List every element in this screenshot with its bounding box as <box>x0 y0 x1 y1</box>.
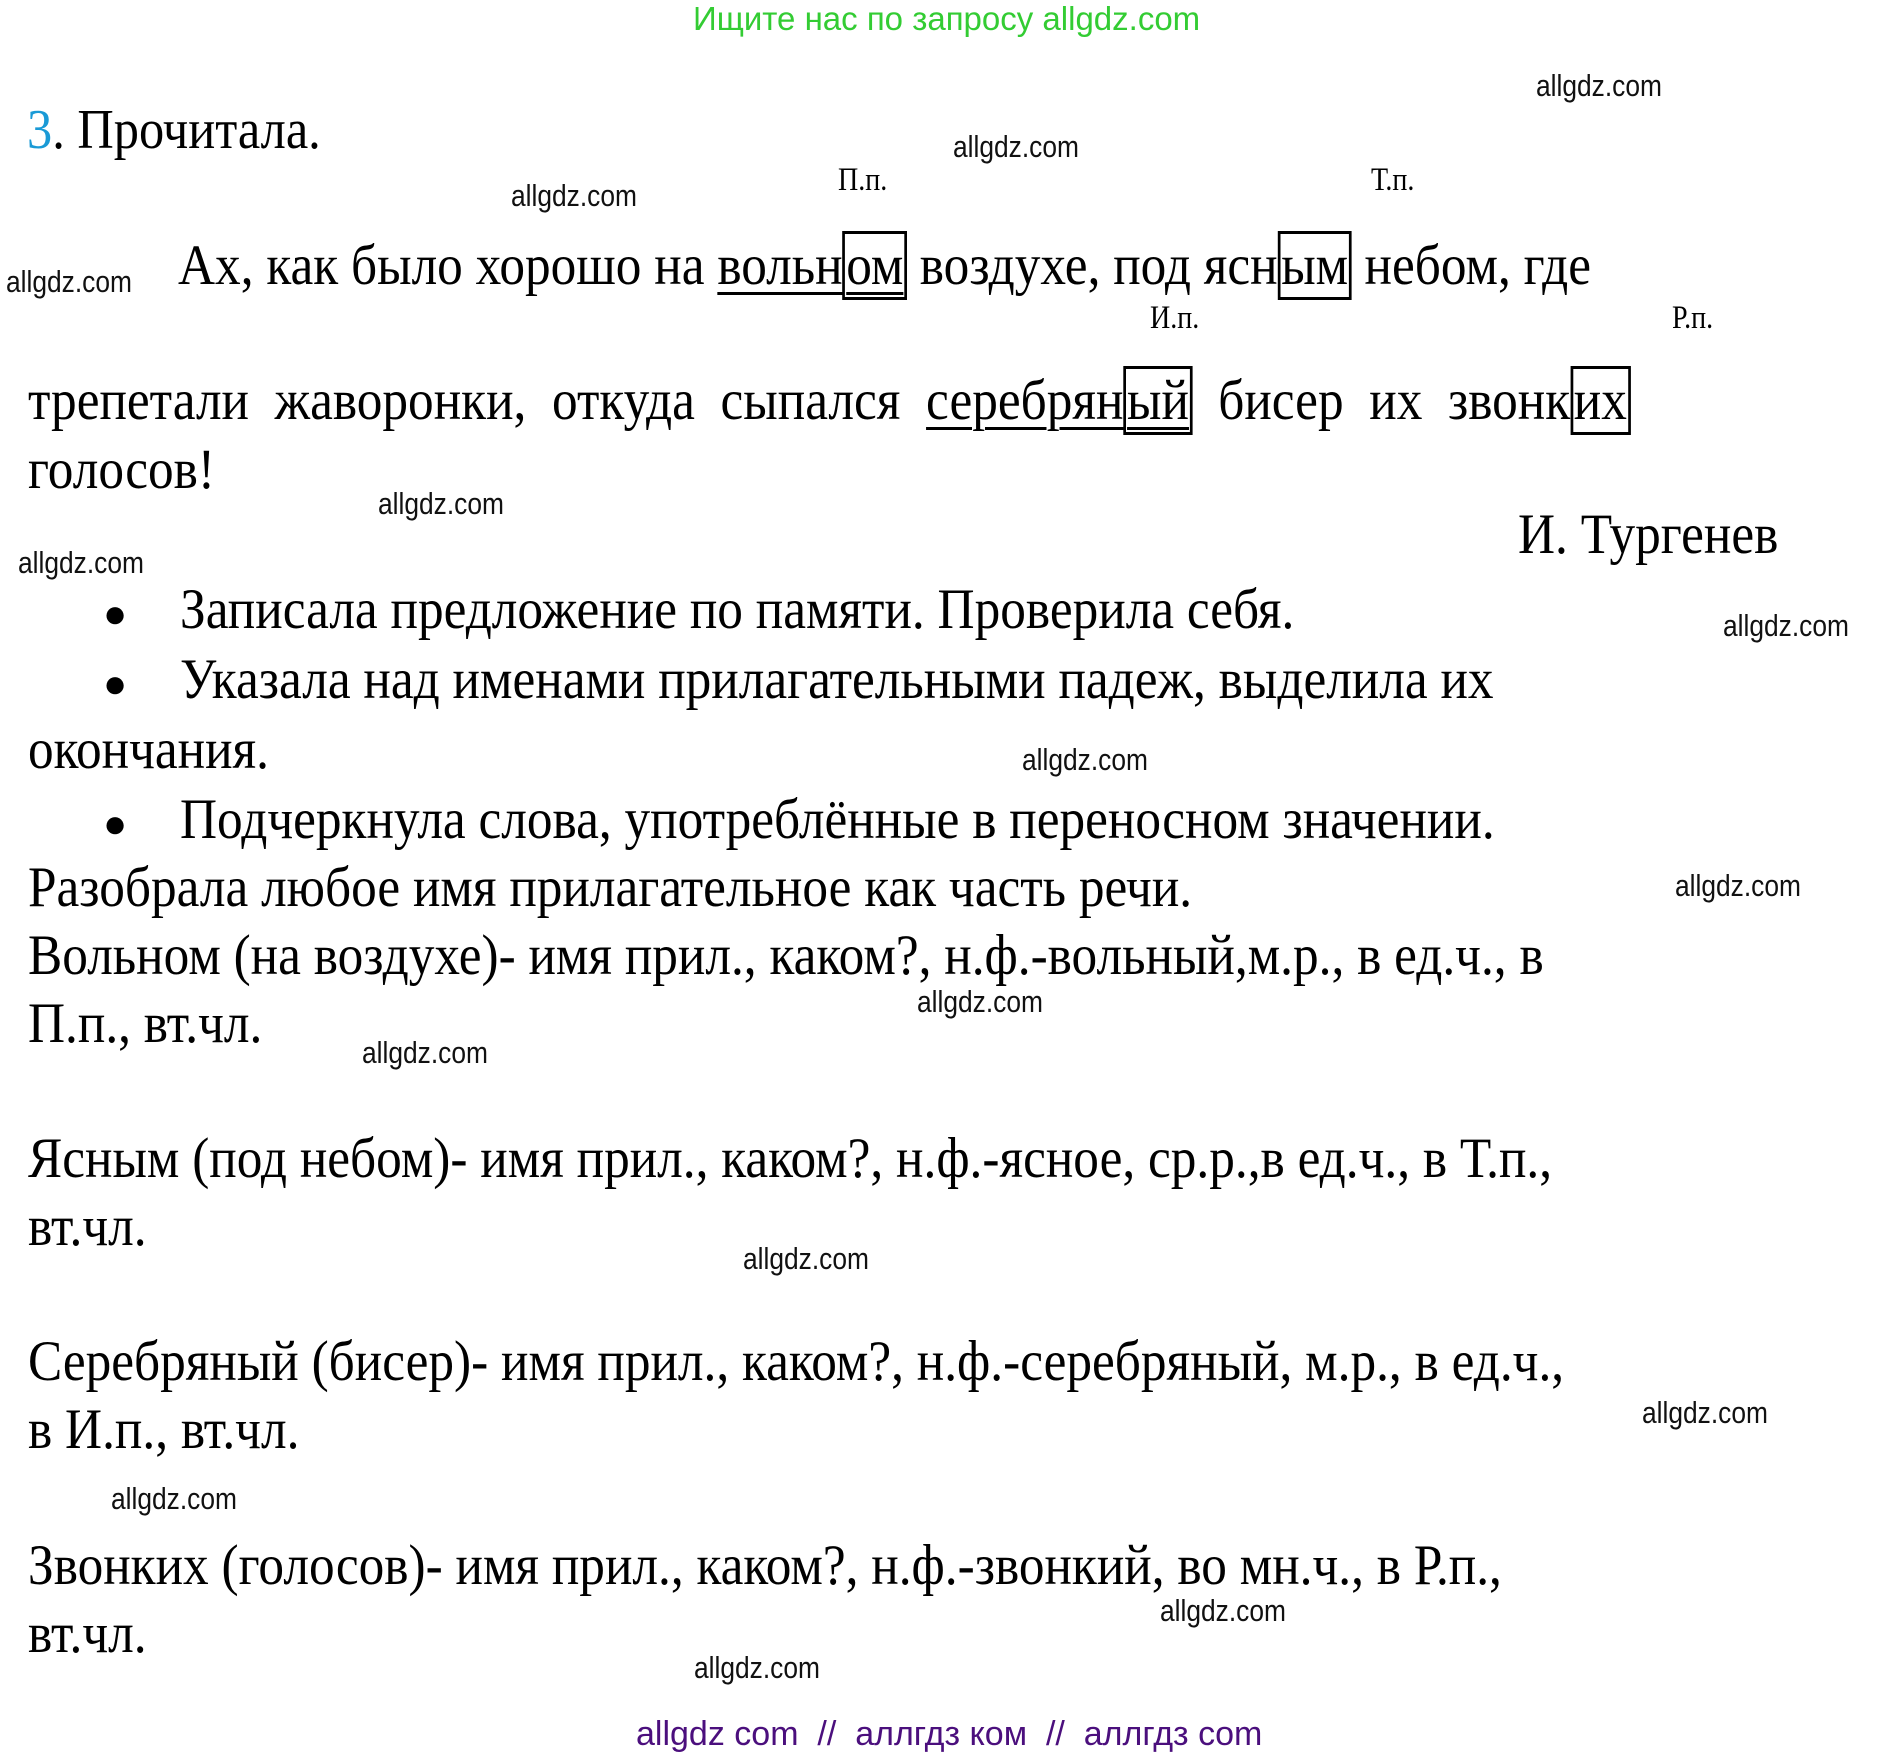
analysis-2-line-2: вт.чл. <box>28 1195 147 1258</box>
case-label-tp: Т.п. <box>1371 162 1415 198</box>
watermark: allgdz.com <box>917 984 1043 1019</box>
case-label-pp: П.п. <box>838 162 888 198</box>
watermark: allgdz.com <box>511 178 637 213</box>
bullet-item-3: Подчеркнула слова, употреблённые в переносном значении. <box>180 788 1495 851</box>
watermark: allgdz.com <box>1723 608 1849 643</box>
watermark: allgdz.com <box>694 1650 820 1685</box>
ending-box: ом <box>843 231 907 300</box>
analysis-4-line-1: Звонких (голосов)- имя прил., каком?, н.ф.-звонкий, во мн.ч., в Р.п., <box>28 1534 1502 1597</box>
ending-box: их <box>1570 366 1630 435</box>
task-heading <box>27 100 321 160</box>
watermark: allgdz.com <box>743 1241 869 1276</box>
watermark: allgdz.com <box>18 545 144 580</box>
watermark: allgdz.com <box>1160 1593 1286 1628</box>
watermark: allgdz.com <box>378 486 504 521</box>
analysis-3-line-1: Серебряный (бисер)- имя прил., каком?, н.ф.-серебряный, м.р., в ед.ч., <box>28 1330 1565 1393</box>
underlined-word-volnom: вольном <box>717 231 907 300</box>
bottom-banner[interactable]: allgdz com // аллгдз ком // аллгдз com <box>636 1715 1263 1753</box>
bullet-item-2-cont: окончания. <box>28 718 269 781</box>
text-line-3: голосов! <box>28 438 216 501</box>
analysis-1-line-1: Вольном (на воздухе)- имя прил., каком?, н.ф.-вольный,м.р., в ед.ч., в <box>28 924 1544 987</box>
case-label-ip: И.п. <box>1150 300 1200 336</box>
analysis-3-line-2: в И.п., вт.чл. <box>28 1398 300 1461</box>
task-number: 3 <box>27 99 53 161</box>
watermark: allgdz.com <box>1022 742 1148 777</box>
analysis-intro: Разобрала любое имя прилагательное как часть речи. <box>28 856 1193 919</box>
top-banner[interactable]: Ищите нас по запросу allgdz.com <box>693 0 1201 37</box>
watermark: allgdz.com <box>953 129 1079 164</box>
case-label-rp: Р.п. <box>1672 300 1714 336</box>
bullet-icon: ● <box>103 591 128 636</box>
text-line-1: Ах, как было хорошо на вольном воздухе, под ясным небом, где <box>178 236 1591 296</box>
bullet-item-1: Записала предложение по памяти. Проверила себя. <box>180 578 1295 641</box>
ending-box: ым <box>1278 231 1352 300</box>
underlined-word-serebryany: серебряный <box>926 366 1193 435</box>
watermark: allgdz.com <box>362 1035 488 1070</box>
analysis-2-line-1: Ясным (под небом)- имя прил., каком?, н.ф.-ясное, ср.р.,в ед.ч., в Т.п., <box>28 1127 1553 1190</box>
analysis-4-line-2: вт.чл. <box>28 1602 147 1665</box>
watermark: allgdz.com <box>1675 868 1801 903</box>
bullet-icon: ● <box>103 661 128 706</box>
analysis-1-line-2: П.п., вт.чл. <box>28 992 263 1055</box>
bullet-item-2: Указала над именами прилагательными падеж, выделила их <box>180 648 1494 711</box>
author: И. Тургенев <box>1518 503 1779 566</box>
watermark: allgdz.com <box>1642 1395 1768 1430</box>
text-line-2: трепетали жаворонки, откуда сыпался серебряный бисер их звонких <box>28 371 1630 431</box>
watermark: allgdz.com <box>1536 68 1662 103</box>
ending-box: ый <box>1123 366 1192 435</box>
bullet-icon: ● <box>103 801 128 846</box>
watermark: allgdz.com <box>6 264 132 299</box>
watermark: allgdz.com <box>111 1481 237 1516</box>
task-title: . Прочитала. <box>52 99 321 161</box>
